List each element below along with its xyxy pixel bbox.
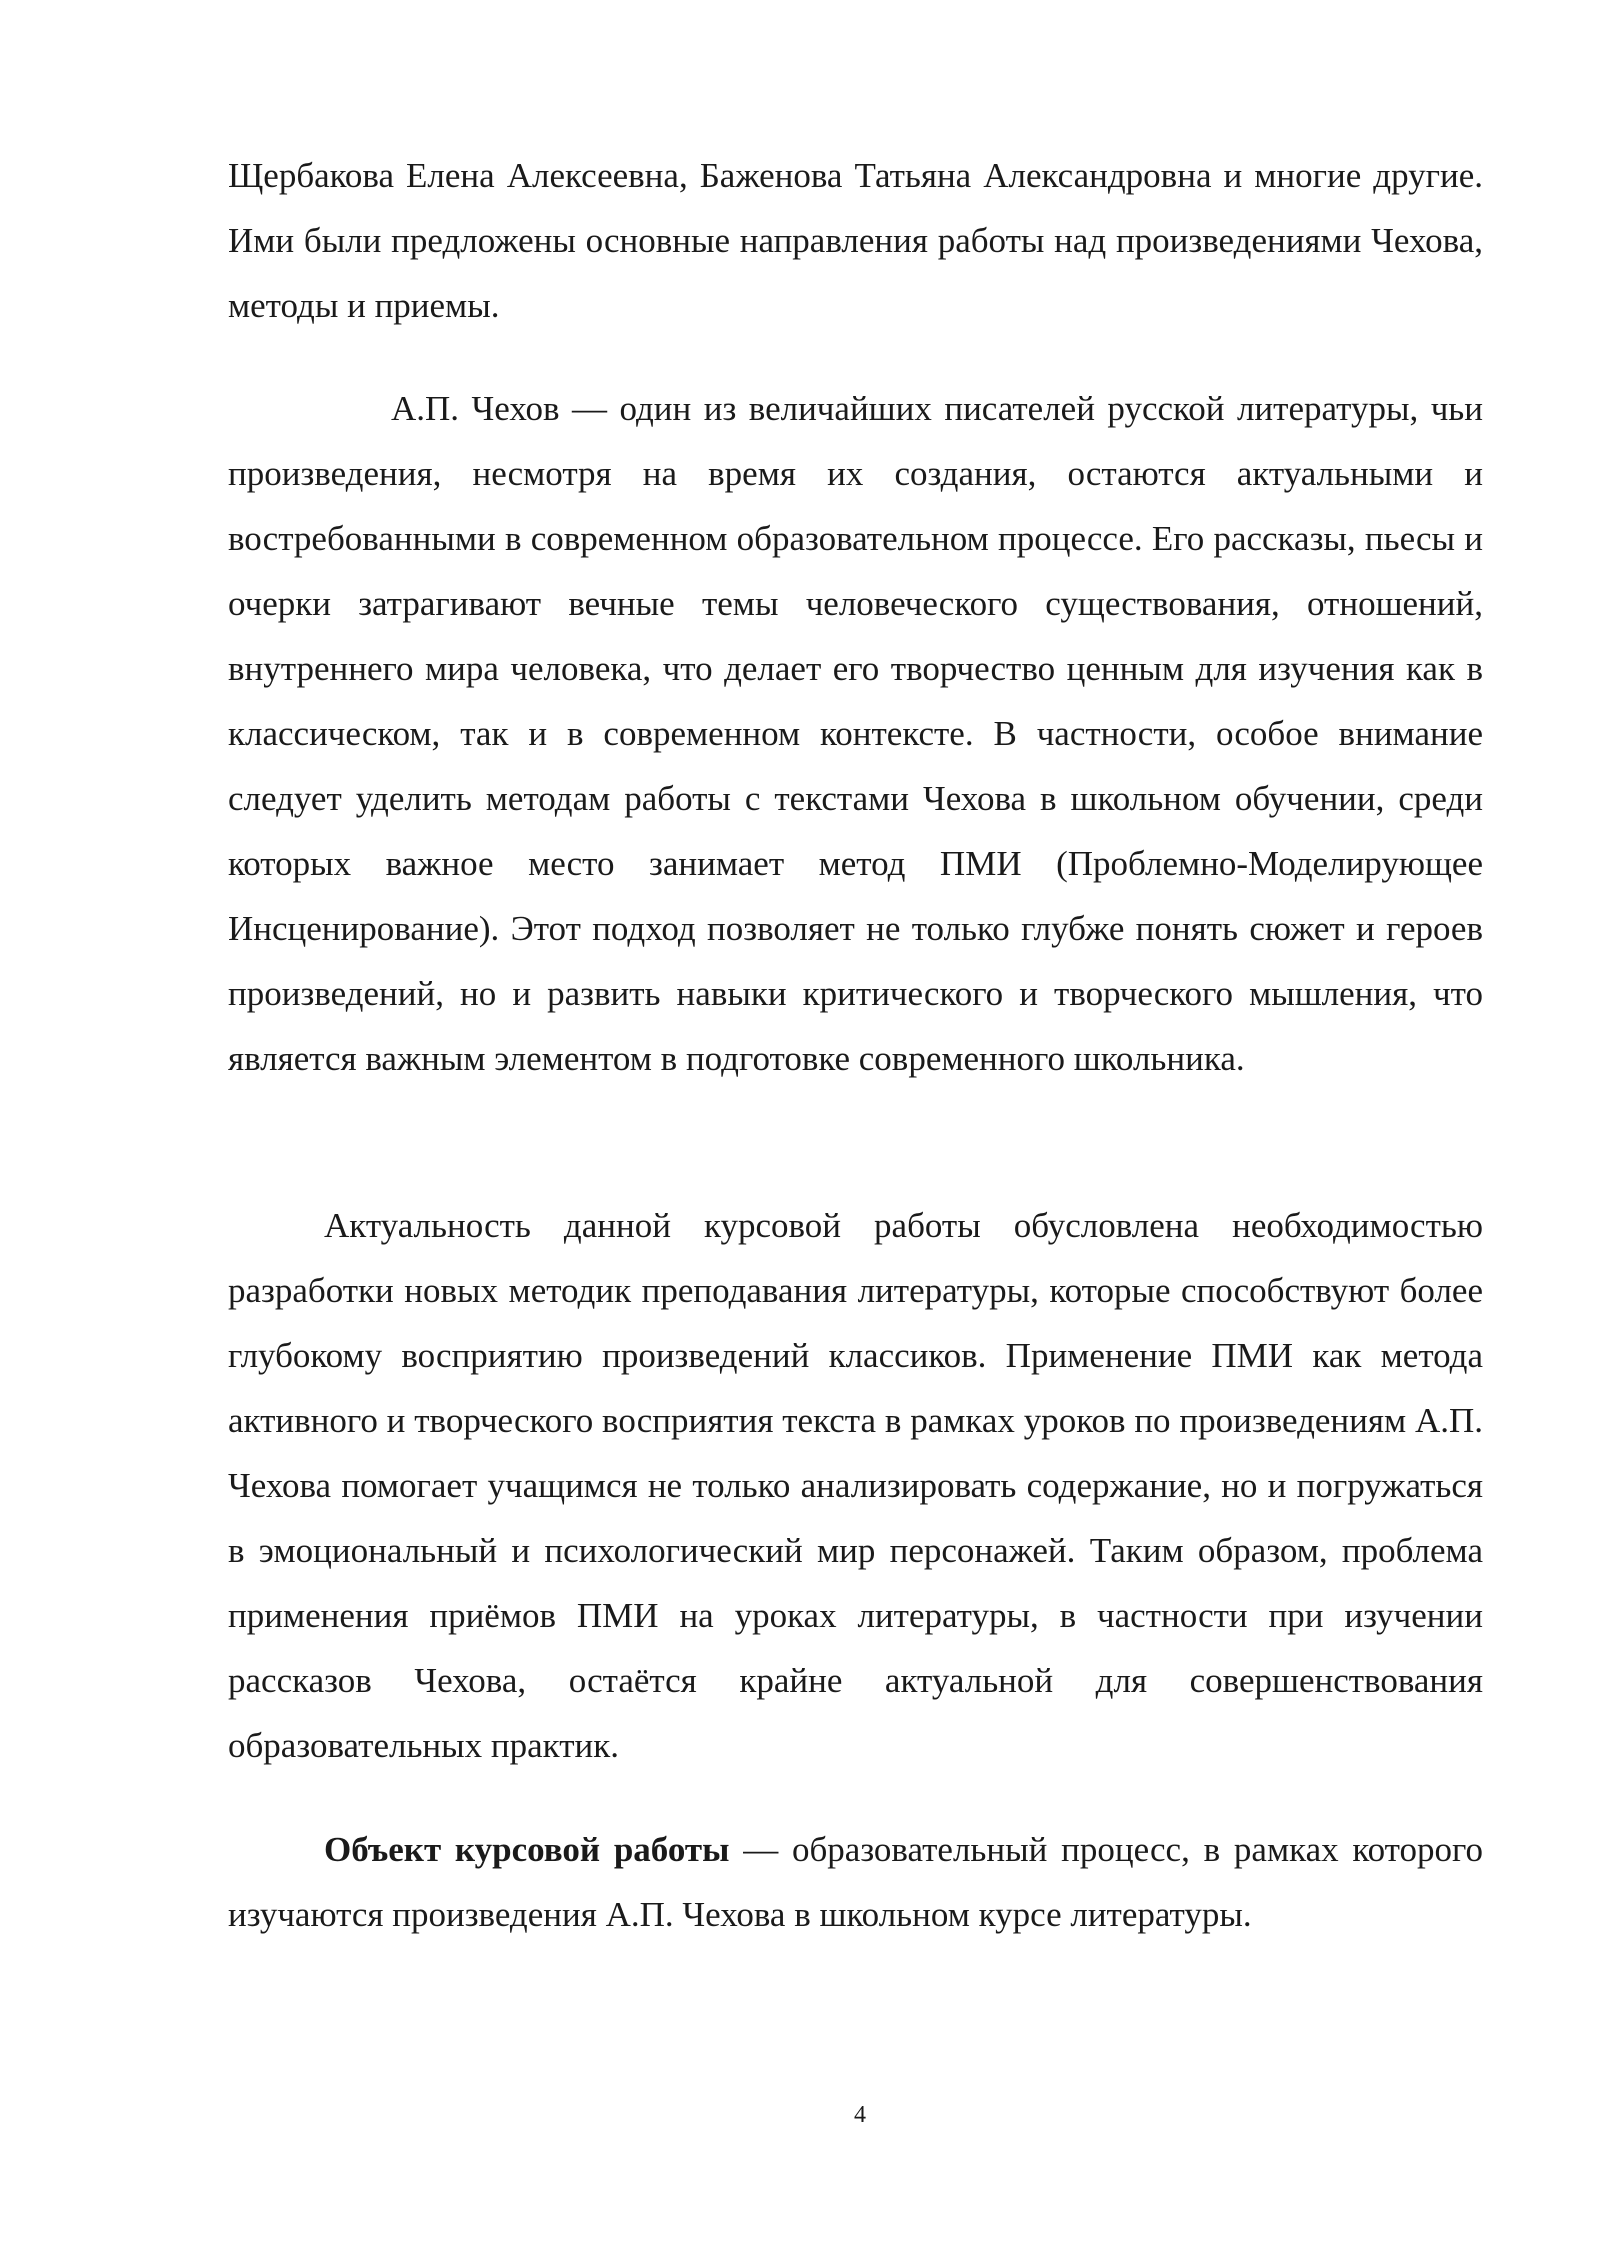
body-text-column (228, 1817, 1483, 1947)
body-text-column (228, 1193, 1483, 1778)
paragraph-object (228, 1817, 1483, 1947)
paragraph-authors-continuation: Щербакова Елена Алексеевна, Баженова Татьяна Александровна и многие другие. Ими были предложены основные направления работы над произведениями Чехова, методы и приемы. (228, 156, 1483, 325)
paragraph-relevance: Актуальность данной курсовой работы обусловлена необходимостью разработки новых методик преподавания литературы, которые способствуют более глубокому восприятию произведений классиков. Применение ПМИ как метода активного и творческого восприятия текста в рамках уроков по произведениям А.П. Чехова помогает учащимся не только анализировать содержание, но и погружаться в эмоциональный и психологический мир персонажей. Таким образом, проблема применения приёмов ПМИ на уроках литературы, в частности при изучении рассказов Чехова, остаётся крайне актуальной для совершенствования образовательных практик. (228, 1206, 1483, 1765)
body-text-column (228, 143, 1483, 338)
object-term: Объект курсовой работы (324, 1830, 730, 1869)
paragraph-chekhov-intro: А.П. Чехов — один из величайших писателей русской литературы, чьи произведения, несмотря на время их создания, остаются актуальными и востребованными в современном образовательном процессе. Его рассказы, пьесы и очерки затрагивают вечные темы человеческого существования, отношений, внутреннего мира человека, что делает его творчество ценным для изучения как в классическом, так и в современном контексте. В частности, особое внимание следует уделить методам работы с текстами Чехова в школьном обучении, среди которых важное место занимает метод ПМИ (Проблемно-Моделирующее Инсценирование). Этот подход позволяет не только глубже понять сюжет и героев произведений, но и развить навыки критического и творческого мышления, что является важным элементом в подготовке современного школьника. (228, 389, 1483, 1078)
object-definition: — образовательный процесс, в рамках которого изучаются произведения А.П. Чехова в школьном курсе литературы. (228, 1830, 1483, 1934)
body-text-column (228, 376, 1483, 1091)
page-number: 4 (854, 2102, 866, 2128)
